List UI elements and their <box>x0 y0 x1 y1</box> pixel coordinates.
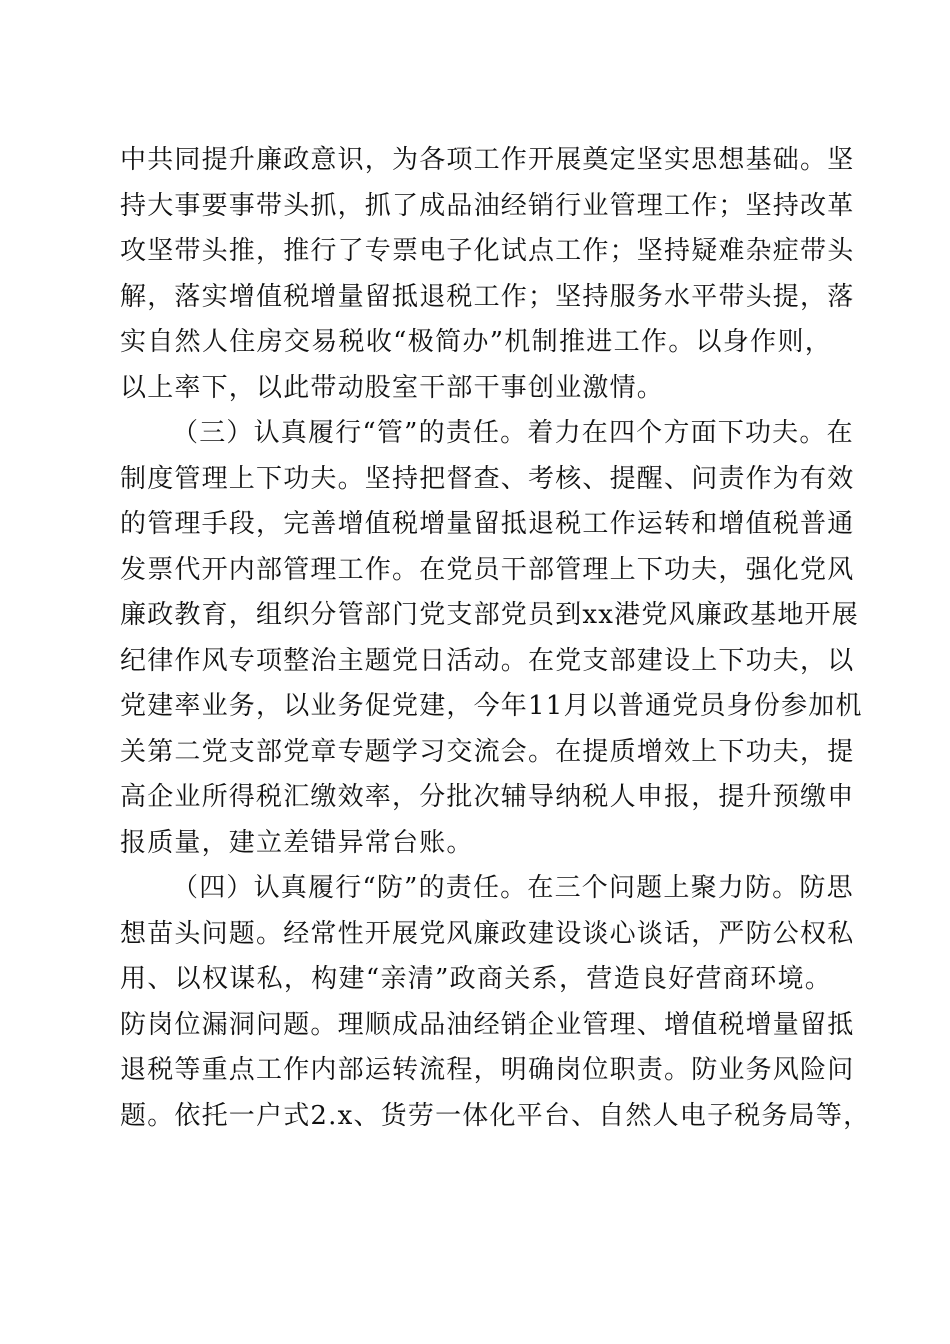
text-line: 实自然人住房交易税收“极简办”机制推进工作。以身作则， <box>120 327 832 357</box>
document-page <box>120 138 871 1139</box>
text-line: 纪律作风专项整治主题党日活动。在党支部建设上下功夫，以 <box>120 645 855 676</box>
paragraph-3-section-four <box>120 866 871 1139</box>
text-line: 想苗头问题。经常性开展党风廉政建设谈心谈话，严防公权私 <box>120 918 855 949</box>
text-line: 退税等重点工作内部运转流程，明确岗位职责。防业务风险问 <box>120 1055 855 1085</box>
section-heading-line: （三）认真履行“管”的责任。着力在四个方面下功夫。在 <box>172 418 854 448</box>
text-line: 中共同提升廉政意识，为各项工作开展奠定坚实思想基础。坚 <box>120 145 855 175</box>
text-line: 用、以权谋私，构建“亲清”政商关系，营造良好营商环境。 <box>120 964 832 994</box>
text-line: 报质量，建立差错异常台账。 <box>120 827 474 858</box>
text-line: 关第二党支部党章专题学习交流会。在提质增效上下功夫，提 <box>120 736 855 767</box>
text-line: 廉政教育，组织分管部门党支部党员到xx港党风廉政基地开展 <box>120 600 859 630</box>
text-line: 发票代开内部管理工作。在党员干部管理上下功夫，强化党风 <box>120 554 855 585</box>
text-line: 以上率下，以此带动股室干部干事创业激情。 <box>120 372 665 403</box>
text-line: 解，落实增值税增量留抵退税工作；坚持服务水平带头提，落 <box>120 281 855 312</box>
text-line: 党建率业务，以业务促党建，今年11月以普通党员身份参加机 <box>120 691 863 721</box>
text-line: 的管理手段，完善增值税增量留抵退税工作运转和增值税普通 <box>120 509 855 539</box>
text-line: 高企业所得税汇缴效率，分批次辅导纳税人申报，提升预缴申 <box>120 782 855 812</box>
text-line: 制度管理上下功夫。坚持把督查、考核、提醒、问责作为有效 <box>120 463 855 494</box>
text-line: 持大事要事带头抓，抓了成品油经销行业管理工作；坚持改革 <box>120 190 855 221</box>
text-line: 题。依托一户式2.x、货劳一体化平台、自然人电子税务局等， <box>120 1100 871 1131</box>
paragraph-2-section-three <box>120 411 863 866</box>
section-heading-line: （四）认真履行“防”的责任。在三个问题上聚力防。防思 <box>172 873 854 903</box>
text-line: 防岗位漏洞问题。理顺成品油经销企业管理、增值税增量留抵 <box>120 1009 855 1040</box>
text-line: 攻坚带头推，推行了专票电子化试点工作；坚持疑难杂症带头 <box>120 236 855 266</box>
paragraph-1 <box>120 138 855 411</box>
